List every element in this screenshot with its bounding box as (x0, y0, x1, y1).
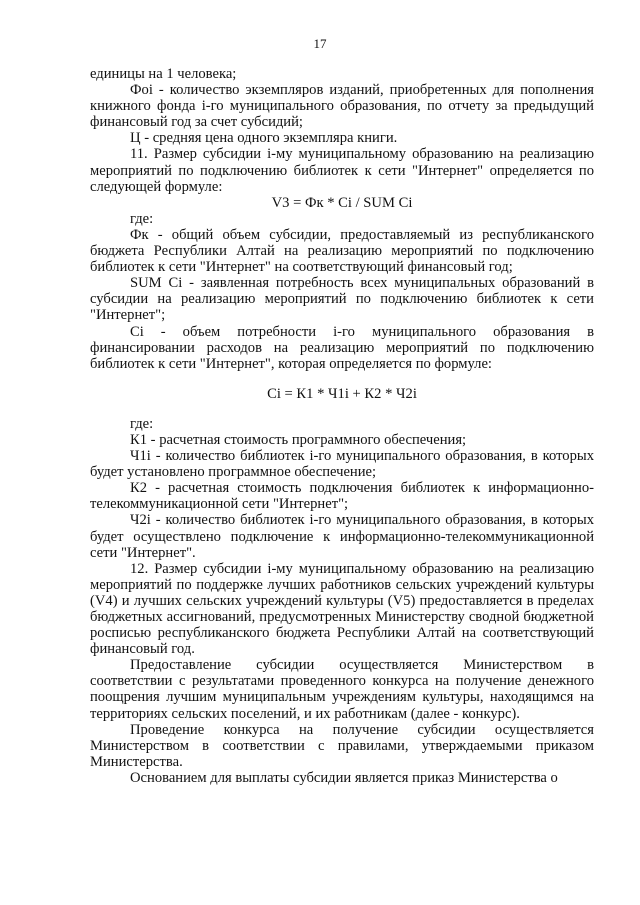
where-label-1: где: (130, 210, 154, 227)
paragraph-price-definition: Ц - средняя цена одного экземпляра книги. (130, 130, 398, 147)
page-number: 17 (313, 36, 327, 51)
document-body (90, 66, 594, 786)
paragraph-sum-ci-definition: SUM Ci - заявленная потребность всех муниципальных образований в субсидии на реализацию мероприятий по подключению библиотек к сети "Интернет"; (90, 275, 594, 324)
paragraph-k1-definition: К1 - расчетная стоимость программного обеспечения; (130, 431, 467, 448)
paragraph-continuation: единицы на 1 человека; (90, 66, 237, 82)
paragraph-ci-definition: Ci - объем потребности i-го муниципального образования в финансировании расходов на реализацию мероприятий по подключению библиотек к сети "Интернет", которая определяется по формуле: (90, 323, 594, 372)
where-label-2: где: (130, 415, 154, 432)
paragraph-foi-definition: Фоi - количество экземпляров изданий, приобретенных для пополнения книжного фонда i-го муниципального образования, по отчету за предыдущий финансовый год за счет субсидий; (90, 82, 594, 131)
paragraph-clause-12: 12. Размер субсидии i-му муниципальному образованию на реализацию мероприятий по поддержке лучших работников сельских учреждений культуры (V4) и лучших сельских учреждений культуры (V5) предоставляется в пределах бюджетных ассигнований, предусмотренных Министерству сводной бюджетной росписью республиканского бюджета Республики Алтай на соответствующий финансовый год. (90, 560, 594, 658)
paragraph-subsidy-provision: Предоставление субсидии осуществляется Министерством в соответствии с результатами проведенного конкурса на получение денежного поощрения лучшим муниципальным учреждениям культуры, находящимся на территориях сельских поселений, и их работникам (далее - конкурс). (90, 657, 594, 722)
formula-v3: V3 = Фк * Ci / SUM Ci (271, 194, 413, 211)
paragraph-fk-definition: Фк - общий объем субсидии, предоставляемый из республиканского бюджета Республики Алтай на реализацию мероприятий по подключению библиотек к сети "Интернет" на соответствующий финансовый год; (90, 226, 594, 276)
paragraph-clause-11: 11. Размер субсидии i-му муниципальному образованию на реализацию мероприятий по подключению библиотек к сети "Интернет" определяется по следующей формуле: (90, 146, 594, 195)
paragraph-k2-definition: К2 - расчетная стоимость подключения библиотек к информационно-телекоммуникационной сети "Интернет"; (90, 480, 594, 513)
paragraph-payment-basis: Основанием для выплаты субсидии является приказ Министерства о (130, 769, 558, 786)
paragraph-ch2i-definition: Ч2i - количество библиотек i-го муниципального образования, в которых будет осуществлено подключение к информационно-телекоммуникационной сети "Интернет". (90, 512, 594, 561)
formula-ci: Ci = К1 * Ч1i + К2 * Ч2i (267, 385, 417, 402)
paragraph-contest-conduct: Проведение конкурса на получение субсидии осуществляется Министерством в соответствии с правилами, утверждаемыми приказом Министерства. (90, 721, 594, 770)
paragraph-ch1i-definition: Ч1i - количество библиотек i-го муниципального образования, в которых будет установлено программное обеспечение; (90, 448, 594, 481)
